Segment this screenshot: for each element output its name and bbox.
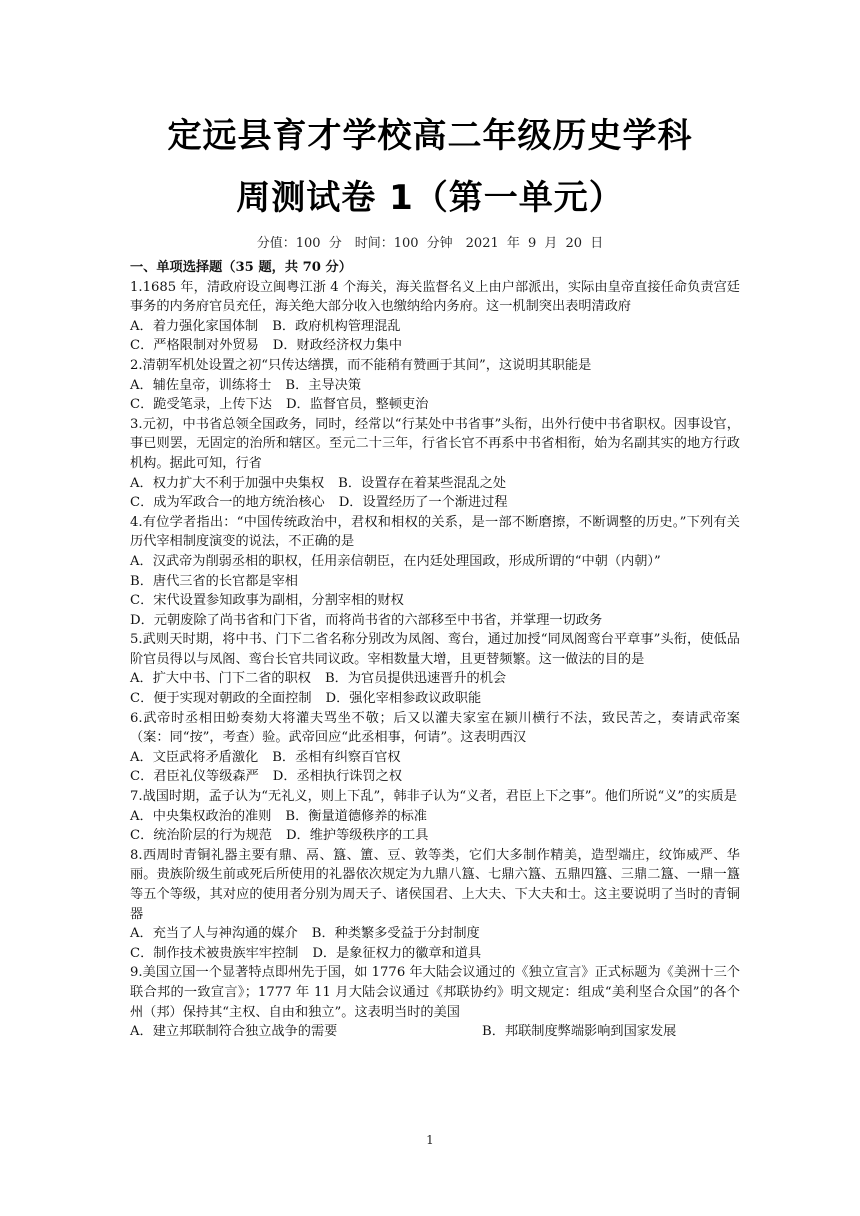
question-8 (130, 846, 740, 964)
option-d: D．财政经济权力集中 (272, 338, 403, 354)
option-d: D．是象征权力的徽章和道具 (312, 945, 482, 961)
option-d: D．强化宰相参政议政职能 (325, 691, 482, 707)
exam-title-line1: 定远县育才学校高二年级历史学科 (167, 116, 693, 156)
question-stem: 1.1685 年，清政府设立闽粤江浙 4 个海关，海关监督名义上由户部派出，实际由皇帝直接任命负责宫廷事务的内务府官员充任，海关绝大部分收入也缴纳给内务府。这一机制突出表明清政府 (130, 279, 740, 315)
page-number: 1 (426, 1133, 434, 1147)
option-c: C．成为军政合一的地方统治核心 (130, 495, 325, 511)
question-5 (130, 630, 740, 708)
option-a: A．着力强化家国体制 (130, 318, 259, 334)
option-d: D．设置经历了一个渐进过程 (338, 495, 508, 511)
option-a: A．辅佐皇帝，训练将士 (130, 377, 272, 393)
question-stem: 6.武帝时丞相田蚡奏劾大将灌夫骂坐不敬；后又以灌夫家室在颍川横行不法，致民苦之，奏请武帝案（案：同“按”，考查）验。武帝回应“此丞相事，何请”。这表明西汉 (130, 710, 740, 746)
question-3 (130, 415, 740, 513)
option-c: C．君臣礼仪等级森严 (130, 769, 259, 785)
question-stem: 7.战国时期，孟子认为“无礼义，则上下乱”，韩非子认为“义者，君臣上下之事”。他们所说“义”的实质是 (130, 789, 737, 805)
question-options (130, 552, 740, 630)
option-a: A．中央集权政治的准则 (130, 808, 272, 824)
question-options (130, 376, 740, 415)
question-options (130, 669, 740, 708)
question-stem: 9.美国立国一个显著特点即州先于国，如 1776 年大陆会议通过的《独立宣言》正式标题为《美洲十三个联合邦的一致宣言》；1777 年 11 月大陆会议通过《邦联协约》明文规定：组成“美利坚合众国”的各个州（邦）保持其“主权、自由和独立”。这表明当时的美国 (130, 965, 740, 1020)
option-b: B．主导决策 (285, 377, 362, 393)
option-b: B．种类繁多受益于分封制度 (311, 926, 480, 942)
option-d: D．维护等级秩序的工具 (285, 828, 429, 844)
question-1 (130, 278, 740, 356)
question-options (130, 924, 740, 963)
question-6 (130, 709, 740, 787)
question-2 (130, 356, 740, 415)
option-b: B．唐代三省的长官都是宰相 (130, 573, 298, 589)
question-4 (130, 513, 740, 631)
option-a: A．文臣武将矛盾激化 (130, 749, 259, 765)
question-9 (130, 963, 740, 1041)
question-stem: 8.西周时青铜礼器主要有鼎、鬲、簋、簠、豆、敦等类，它们大多制作精美，造型端庄，纹饰威严、华丽。贵族阶级生前或死后所使用的礼器依次规定为九鼎八簋、七鼎六簋、五鼎四簋、三鼎二簋、一鼎一簋等五个等级，其对应的使用者分别为周天子、诸侯国君、上大夫、下大夫和士。这主要说明了当时的青铜器 (130, 847, 740, 922)
question-stem: 2.清朝军机处设置之初“只传达缮撰，而不能稍有赞画于其间”，这说明其职能是 (130, 357, 592, 373)
exam-meta: 分值：100 分 时间：100 分钟 2021 年 9 月 20 日 (256, 236, 604, 251)
option-b: B．衡量道德修养的标准 (285, 808, 427, 824)
option-b: B．设置存在着某些混乱之处 (338, 475, 507, 491)
option-c: C．便于实现对朝政的全面控制 (130, 691, 312, 707)
option-a: A．汉武帝为削弱丞相的职权，任用亲信朝臣，在内廷处理国政，形成所谓的“中朝（内朝）” (130, 553, 661, 569)
section-heading: 一、单项选择题（35 题，共 70 分） (130, 260, 352, 275)
question-options (130, 1022, 740, 1042)
option-d: D．监督官员，整顿吏治 (285, 397, 429, 413)
question-stem: 3.元初，中书省总领全国政务，同时，经常以“行某处中书省事”头衔，出外行使中书省职权。因事设官，事已则罢，无固定的治所和辖区。至元二十三年，行省长官不再系中书省相衔，始为名副其实的地方行政机构。据此可知，行省 (130, 416, 740, 471)
option-c: C．跪受笔录，上传下达 (130, 397, 272, 413)
option-b: B．政府机构管理混乱 (272, 318, 401, 334)
exam-title-line2: 周测试卷 1（第一单元） (236, 178, 624, 218)
option-a: A．扩大中书、门下二省的职权 (130, 671, 311, 687)
question-7 (130, 787, 740, 846)
option-c: C．宋代设置参知政事为副相，分割宰相的财权 (130, 593, 404, 609)
option-a: A．权力扩大不利于加强中央集权 (130, 475, 325, 491)
question-stem: 5.武则天时期，将中书、门下二省名称分别改为凤阁、鸾台，通过加授“同凤阁鸾台平章事”头衔，使低品阶官员得以与凤阁、鸾台长官共同议政。宰相数量大增，且更替频繁。这一做法的目的是 (130, 632, 740, 667)
option-c: C．制作技术被贵族牢牢控制 (130, 945, 299, 961)
option-b: B．邦联制度弊端影响到国家发展 (482, 1024, 677, 1040)
option-a: A．充当了人与神沟通的媒介 (130, 926, 298, 942)
option-d: D．元朝废除了尚书省和门下省，而将尚书省的六部移至中书省，并掌理一切政务 (130, 612, 603, 628)
exam-content (130, 258, 740, 1042)
option-b: B．为官员提供迅速晋升的机会 (324, 671, 507, 687)
option-a: A．建立邦联制符合独立战争的需要 (130, 1024, 338, 1040)
question-options (130, 474, 740, 513)
option-c: C．统治阶层的行为规范 (130, 828, 272, 844)
question-options (130, 748, 740, 787)
question-stem: 4.有位学者指出：“中国传统政治中，君权和相权的关系，是一部不断磨擦，不断调整的历史。”下列有关历代宰相制度演变的说法，不正确的是 (130, 514, 740, 550)
option-c: C．严格限制对外贸易 (130, 338, 259, 354)
option-b: B．丞相有纠察百官权 (272, 749, 401, 765)
question-options (130, 807, 740, 846)
question-options (130, 317, 740, 356)
option-d: D．丞相执行诛罚之权 (272, 769, 403, 785)
